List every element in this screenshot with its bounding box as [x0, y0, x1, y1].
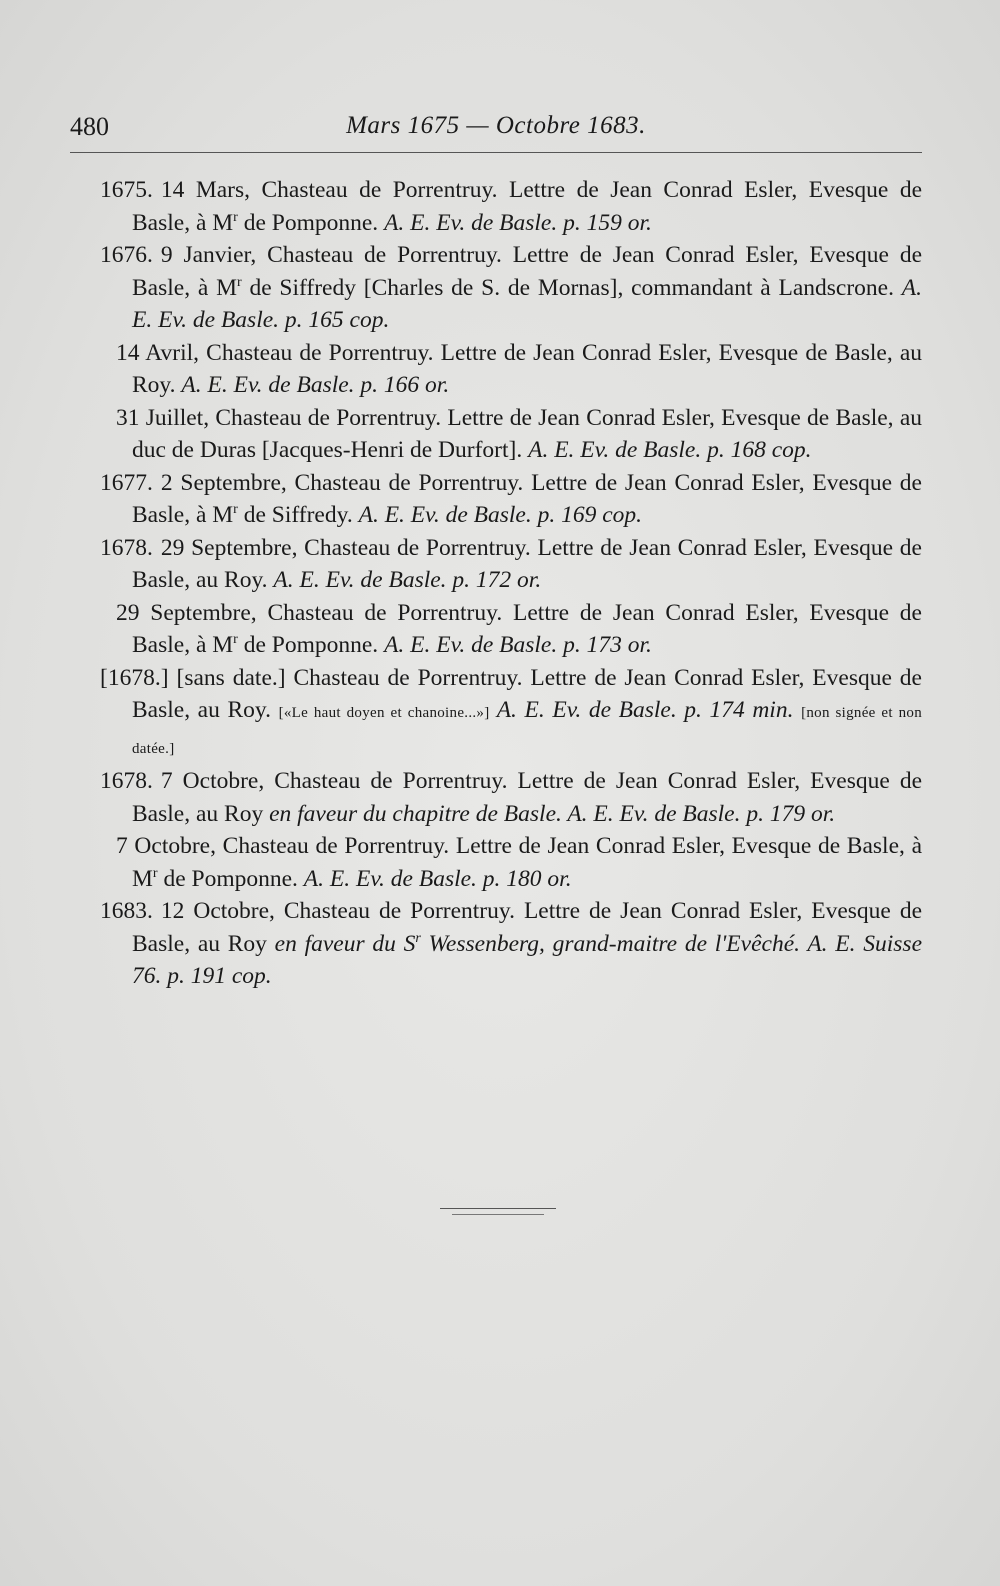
entry-text: 9 Janvier, Chasteau de Porrentruy. Lettre de Jean Conrad Esler, Evesque de Basle, à M	[132, 242, 922, 301]
entry-text-cont: de Pomponne.	[157, 865, 304, 892]
entry-reference: A. E. Ev. de Basle. p. 168 cop.	[528, 437, 812, 463]
entry-text: 29 Septembre, Chasteau de Porrentruy. Lettre de Jean Conrad Esler, Evesque de Basle, au Roy.	[132, 534, 922, 593]
running-head	[70, 112, 922, 148]
entry-reference: A. E. Ev. de Basle. p. 180 or.	[303, 865, 572, 892]
entry-text: 31 Juillet, Chasteau de Porrentruy. Lettre de Jean Conrad Esler, Evesque de Basle, au duc de Duras [Jacques-Henri de Durfort].	[116, 404, 922, 463]
list-item	[100, 467, 922, 532]
entry-superscript: r	[233, 502, 238, 517]
entry-text: 7 Octobre, Chasteau de Porrentruy. Lettre de Jean Conrad Esler, Evesque de Basle, à M	[116, 833, 922, 892]
entry-text-cont: de Siffredy.	[237, 502, 359, 528]
running-title: Mars 1675 — Octobre 1683.	[346, 112, 646, 139]
entry-note-2: [non signée et non datée.]	[132, 705, 922, 757]
page-number: 480	[70, 112, 109, 141]
entry-list	[100, 174, 922, 993]
list-item	[100, 532, 922, 597]
entry-year: 1678.	[100, 534, 153, 561]
entry-year: [1678.]	[100, 664, 169, 691]
list-item	[100, 597, 922, 662]
entry-text: 2 Septembre, Chasteau de Porrentruy. Lettre de Jean Conrad Esler, Evesque de Basle, à M	[132, 469, 922, 528]
header-rule	[70, 152, 922, 153]
closing-rule	[440, 1208, 556, 1209]
entry-text: 12 Octobre, Chasteau de Porrentruy. Lettre de Jean Conrad Esler, Evesque de Basle, au Roy	[132, 898, 922, 957]
entry-reference: A. E. Ev. de Basle. p. 166 or.	[181, 372, 450, 398]
list-item	[100, 662, 922, 766]
list-item	[100, 337, 922, 402]
entry-text-cont: de Pomponne.	[237, 632, 385, 658]
entry-year: 1678.	[100, 768, 153, 794]
entry-text: [sans date.] Chasteau de Porrentruy. Lettre de Jean Conrad Esler, Evesque de Basle, au Roy.	[132, 664, 922, 723]
entry-superscript: r	[233, 632, 238, 647]
entry-reference: A. E. Ev. de Basle. p. 165 cop.	[132, 274, 922, 333]
entry-reference: A. E. Ev. de Basle. p. 172 or.	[273, 567, 542, 593]
entry-superscript: r	[152, 865, 158, 881]
entry-year: 1677.	[100, 469, 153, 496]
list-item	[100, 174, 922, 239]
entry-text: 29 Septembre, Chasteau de Porrentruy. Lettre de Jean Conrad Esler, Evesque de Basle, à M	[116, 599, 922, 658]
entry-text: 14 Mars, Chasteau de Porrentruy. Lettre de Jean Conrad Esler, Evesque de Basle, à M	[132, 177, 922, 236]
entry-reference: en faveur du chapitre de Basle. A. E. Ev. de Basle. p. 179 or.	[269, 800, 836, 827]
entry-text-cont: de Pomponne.	[237, 209, 385, 236]
entry-superscript: r	[236, 274, 242, 290]
entry-year: 1676.	[100, 242, 153, 268]
entry-reference: A. E. Ev. de Basle. p. 173 or.	[384, 632, 652, 658]
entry-year: 1683.	[100, 898, 153, 924]
list-item	[100, 830, 922, 895]
entry-text: 14 Avril, Chasteau de Porrentruy. Lettre de Jean Conrad Esler, Evesque de Basle, au Roy.	[116, 339, 922, 398]
entry-note: [«Le haut doyen et chanoine...»]	[278, 705, 490, 721]
list-item	[100, 895, 922, 993]
entry-superscript: r	[233, 209, 238, 225]
entry-reference: A. E. Ev. de Basle. p. 174 min.	[489, 697, 802, 723]
entry-year: 1675.	[100, 177, 153, 203]
entry-reference: en faveur du S	[274, 930, 416, 957]
entry-reference: A. E. Ev. de Basle. p. 169 cop.	[358, 502, 643, 528]
closing-rule-short	[452, 1214, 544, 1215]
entry-reference-cont: Wessenberg, grand-maitre de l'Evêché. A. E. Suisse 76. p. 191 cop.	[132, 930, 922, 989]
entry-text: 7 Octobre, Chasteau de Porrentruy. Lettre de Jean Conrad Esler, Evesque de Basle, au Roy	[132, 768, 922, 827]
list-item	[100, 402, 922, 467]
entry-text-cont: de Siffredy [Charles de S. de Mornas], commandant à Landscrone.	[241, 274, 902, 301]
entry-reference-superscript: r	[415, 930, 421, 946]
list-item	[100, 239, 922, 337]
list-item	[100, 765, 922, 830]
entry-reference: A. E. Ev. de Basle. p. 159 or.	[384, 209, 652, 236]
